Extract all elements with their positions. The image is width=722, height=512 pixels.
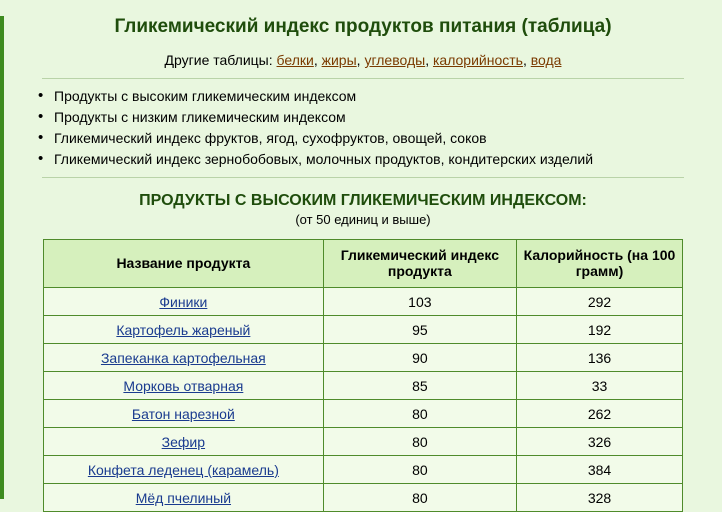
cell-calories: 292	[516, 288, 682, 316]
cell-calories: 136	[516, 344, 682, 372]
other-tables-label: Другие таблицы:	[164, 52, 273, 68]
cell-product-name	[44, 372, 324, 400]
table-row	[44, 344, 683, 372]
comma-separator: ,	[425, 52, 433, 68]
comma-separator: ,	[522, 52, 531, 68]
cell-calories: 326	[516, 428, 682, 456]
section-heading: ПРОДУКТЫ С ВЫСОКИМ ГЛИКЕМИЧЕСКИМ ИНДЕКСОМ:	[139, 191, 587, 209]
divider-bottom	[42, 177, 684, 178]
cell-glycemic-index: 80	[323, 400, 516, 428]
cell-product-name	[44, 288, 324, 316]
section-subheading: (от 50 единиц и выше)	[295, 211, 431, 227]
link-kaloriynost[interactable]: калорийность	[432, 52, 523, 68]
table-of-contents	[18, 87, 708, 169]
cell-glycemic-index: 103	[323, 288, 516, 316]
toc-item-label: Гликемический индекс фруктов, ягод, сухофруктов, овощей, соков	[54, 129, 487, 146]
table-header-row	[44, 239, 683, 288]
cell-product-name	[44, 316, 324, 344]
cell-product-name	[44, 456, 324, 484]
product-link[interactable]: Батон нарезной	[131, 405, 235, 422]
cell-product-name	[44, 344, 324, 372]
toc-item-label: Продукты с высоким гликемическим индексом	[54, 88, 357, 104]
content-area	[4, 16, 722, 512]
cell-calories: 384	[516, 456, 682, 484]
table-body	[44, 288, 683, 512]
page-title: Гликемический индекс продуктов питания (таблица)	[114, 16, 612, 37]
cell-calories: 192	[516, 316, 682, 344]
cell-glycemic-index: 85	[323, 372, 516, 400]
cell-glycemic-index: 80	[323, 484, 516, 512]
link-zhiry[interactable]: жиры	[321, 52, 357, 68]
cell-product-name	[44, 428, 324, 456]
toc-item-label: Продукты с низким гликемическим индексом	[54, 108, 346, 125]
link-uglevody[interactable]: углеводы	[364, 52, 426, 68]
divider-top	[42, 78, 684, 79]
table-row	[44, 372, 683, 400]
link-voda[interactable]: вода	[530, 52, 562, 68]
comma-separator: ,	[313, 52, 322, 68]
toc-item-high-gi[interactable]	[32, 87, 698, 106]
glycemic-index-table	[43, 239, 683, 512]
cell-glycemic-index: 90	[323, 344, 516, 372]
table-head	[44, 239, 683, 288]
table-row	[44, 316, 683, 344]
header-glycemic-index: Гликемический индекс продукта	[323, 239, 516, 288]
cell-calories: 262	[516, 400, 682, 428]
document-page	[0, 16, 722, 506]
toc-item-fruits[interactable]	[32, 129, 698, 148]
cell-glycemic-index: 80	[323, 456, 516, 484]
header-calories: Калорийность (на 100 грамм)	[516, 239, 682, 288]
product-link[interactable]: Зефир	[161, 433, 206, 450]
toc-item-legumes[interactable]	[32, 150, 698, 169]
cell-product-name	[44, 400, 324, 428]
product-link[interactable]: Финики	[159, 293, 208, 310]
cell-product-name	[44, 484, 324, 512]
product-link[interactable]: Морковь отварная	[123, 377, 244, 394]
cell-calories: 328	[516, 484, 682, 512]
cell-calories: 33	[516, 372, 682, 400]
toc-item-low-gi[interactable]	[32, 108, 698, 127]
cell-glycemic-index: 80	[323, 428, 516, 456]
product-link[interactable]: Мёд пчелиный	[135, 489, 232, 506]
table-row	[44, 428, 683, 456]
table-row	[44, 484, 683, 512]
table-row	[44, 456, 683, 484]
header-product-name: Название продукта	[44, 239, 324, 288]
product-link[interactable]: Картофель жареный	[116, 321, 251, 338]
link-belki[interactable]: белки	[276, 52, 314, 68]
toc-item-label: Гликемический индекс зернобобовых, молочных продуктов, кондитерских изделий	[54, 150, 594, 167]
table-row	[44, 400, 683, 428]
product-link[interactable]: Конфета леденец (карамель)	[87, 461, 279, 478]
comma-separator: ,	[356, 52, 365, 68]
cell-glycemic-index: 95	[323, 316, 516, 344]
other-tables-line	[18, 52, 708, 68]
product-link[interactable]: Запеканка картофельная	[100, 349, 266, 366]
table-row	[44, 288, 683, 316]
